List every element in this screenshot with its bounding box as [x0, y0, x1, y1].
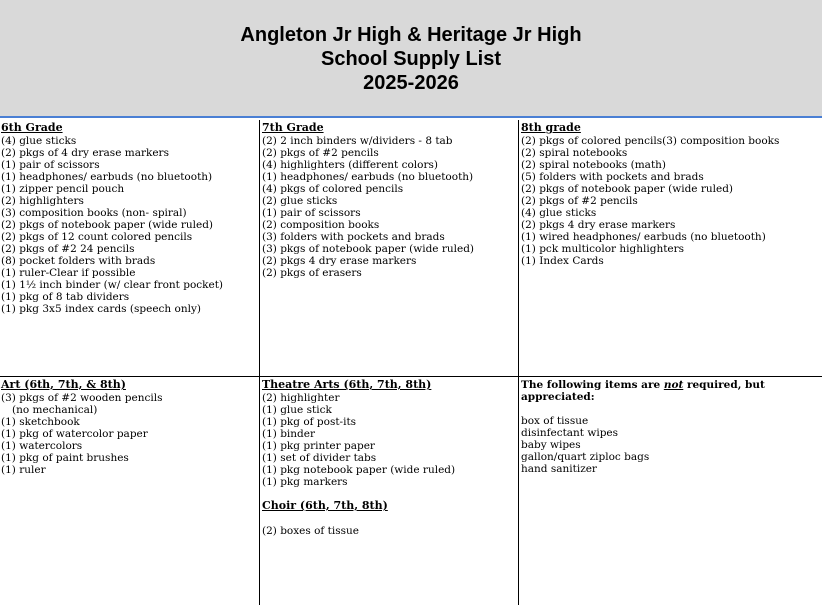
list-item: (1) pkg 3x5 index cards (speech only): [1, 303, 201, 315]
list-item: disinfectant wipes: [521, 427, 619, 439]
list-item: (2) pkgs of #2 pencils: [262, 147, 379, 159]
list-item: (2) pkgs of colored pencils(3) composition books: [521, 135, 780, 147]
optional-intro-cont: appreciated:: [521, 391, 595, 403]
list-title: School Supply List: [320, 48, 501, 70]
list-item: (3) pkgs of #2 wooden pencils: [1, 392, 163, 404]
list-item: (1) set of divider tabs: [262, 452, 377, 464]
list-item: (2) glue sticks: [262, 195, 338, 207]
list-item: (1) pkg of 8 tab dividers: [1, 291, 130, 303]
list-item: (8) pocket folders with brads: [1, 255, 156, 267]
choir-list: [262, 525, 455, 537]
list-item: (2) highlighter: [262, 392, 340, 404]
page-header: [0, 0, 822, 118]
grade-7-title: 7th Grade: [262, 121, 324, 134]
list-item: (2) highlighters: [1, 195, 84, 207]
school-names: Angleton Jr High & Heritage Jr High: [240, 24, 582, 46]
list-item: (1) pkg printer paper: [262, 440, 375, 452]
list-item: baby wipes: [521, 439, 581, 451]
list-item: (2) pkgs of 4 dry erase markers: [1, 147, 169, 159]
list-item: (1) watercolors: [1, 440, 83, 452]
list-item: (3) pkgs of notebook paper (wide ruled): [262, 243, 475, 255]
optional-intro: The following items are not required, but: [521, 379, 765, 391]
column-divider-2: [518, 120, 519, 605]
list-item: hand sanitizer: [521, 463, 597, 475]
list-item-continuation: (no mechanical): [12, 404, 98, 416]
grade-8-list: [521, 135, 779, 267]
not-emphasis: not: [663, 379, 684, 391]
theatre-section: [262, 379, 455, 537]
list-item: (1) pair of scissors: [1, 159, 100, 171]
art-list: [1, 416, 162, 476]
list-item: (1) pkg of post-its: [262, 416, 357, 428]
art-section: [1, 379, 162, 476]
list-item: (1) pair of scissors: [262, 207, 361, 219]
grade-6-section: [1, 122, 223, 315]
list-item: (2) pkgs of notebook paper (wide ruled): [521, 183, 734, 195]
list-item: (1) ruler: [1, 464, 46, 476]
list-item: (2) composition books: [262, 219, 380, 231]
list-item: (4) glue sticks: [521, 207, 597, 219]
list-item: (1) glue stick: [262, 404, 332, 416]
grade-8-section: [521, 122, 779, 267]
list-item: (1) zipper pencil pouch: [1, 183, 125, 195]
list-item: (1) Index Cards: [521, 255, 604, 267]
list-item: (1) pkg notebook paper (wide ruled): [262, 464, 456, 476]
list-item: (1) 1½ inch binder (w/ clear front pocket): [1, 279, 224, 291]
list-item: (2) 2 inch binders w/dividers - 8 tab: [262, 135, 453, 147]
grade-7-section: [262, 122, 474, 279]
list-item: (1) ruler-Clear if possible: [1, 267, 136, 279]
list-item: box of tissue: [521, 415, 589, 427]
list-item: (3) folders with pockets and brads: [262, 231, 445, 243]
list-item: (1) sketchbook: [1, 416, 80, 428]
list-item: (4) glue sticks: [1, 135, 77, 147]
list-item: (2) pkgs 4 dry erase markers: [521, 219, 676, 231]
row-divider: [0, 376, 822, 377]
list-item: (1) pkg markers: [262, 476, 348, 488]
list-item: (3) composition books (non- spiral): [1, 207, 187, 219]
column-divider-1: [259, 120, 260, 605]
theatre-title: Theatre Arts (6th, 7th, 8th): [262, 378, 432, 391]
grade-6-title: 6th Grade: [1, 121, 63, 134]
list-item: (1) headphones/ earbuds (no bluetooth): [1, 171, 213, 183]
list-item: (2) pkgs of #2 pencils: [521, 195, 638, 207]
list-item: (4) highlighters (different colors): [262, 159, 438, 171]
list-item: (1) pkg of watercolor paper: [1, 428, 148, 440]
list-item: (1) binder: [262, 428, 316, 440]
list-item: (2) spiral notebooks: [521, 147, 628, 159]
grade-6-list: [1, 135, 223, 315]
list-item: (2) pkgs of 12 count colored pencils: [1, 231, 193, 243]
list-item: (1) wired headphones/ earbuds (no bluetooth): [521, 231, 766, 243]
school-year: 2025-2026: [363, 72, 459, 94]
theatre-list: [262, 392, 455, 488]
list-item: (2) pkgs 4 dry erase markers: [262, 255, 417, 267]
list-item: (4) pkgs of colored pencils: [262, 183, 404, 195]
list-item: (5) folders with pockets and brads: [521, 171, 704, 183]
choir-title: Choir (6th, 7th, 8th): [262, 499, 388, 512]
list-item: (2) pkgs of #2 24 pencils: [1, 243, 135, 255]
grade-8-title: 8th grade: [521, 121, 581, 134]
list-item: (2) boxes of tissue: [262, 525, 359, 537]
list-item: (2) pkgs of erasers: [262, 267, 362, 279]
list-item: gallon/quart ziploc bags: [521, 451, 650, 463]
list-item: (2) pkgs of notebook paper (wide ruled): [1, 219, 214, 231]
optional-list: [521, 415, 765, 475]
list-item: (2) spiral notebooks (math): [521, 159, 667, 171]
list-item: (1) pck multicolor highlighters: [521, 243, 685, 255]
optional-section: [521, 379, 765, 475]
grade-7-list: [262, 135, 474, 279]
art-title: Art (6th, 7th, & 8th): [1, 378, 126, 391]
list-item: (1) pkg of paint brushes: [1, 452, 129, 464]
list-item: (1) headphones/ earbuds (no bluetooth): [262, 171, 474, 183]
